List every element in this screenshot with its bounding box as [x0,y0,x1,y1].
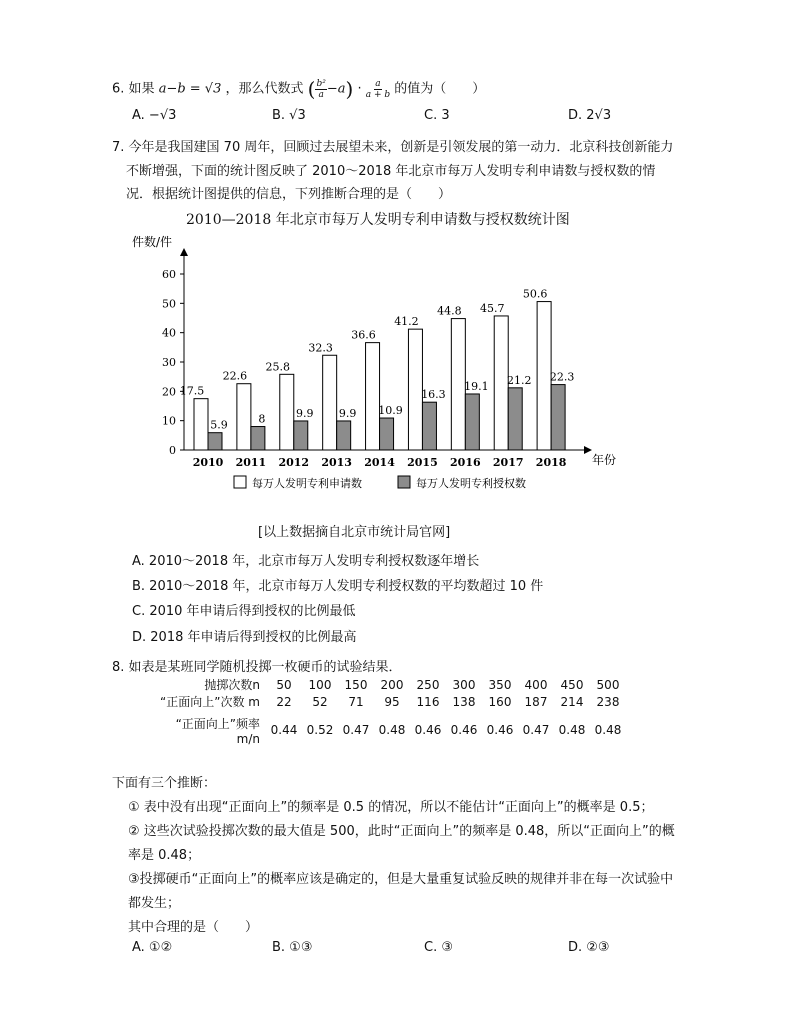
q8-item-2-cont: 率是 0.48； [128,848,201,863]
q8-stem: 下面有三个推断： [112,776,217,791]
y-tick-label: 10 [162,414,176,428]
legend-label: 每万人发明专利申请数 [252,477,362,490]
bar-value-label: 22.6 [222,369,248,383]
q8-intro: 8. 如表是某班同学随机投掷一枚硬币的试验结果． [112,660,402,675]
table-cell: 100 [308,677,332,692]
q7-line-1: 7. 今年是我国建国 70 周年，回顾过去展望未来，创新是引领发展的第一动力．北京科技创新能力 [112,140,674,155]
bar-application [323,355,337,450]
table-cell: 71 [348,694,364,709]
q8-item-2: ② 这些次试验投掷次数的最大值是 500，此时“正面向上”的频率是 0.48，所以“正面向上”的概 [128,824,675,839]
bar-authorization [422,402,436,450]
bar-value-label: 17.5 [179,384,205,398]
q6-minus-a: −a [326,81,346,97]
q6-suffix: 的值为（ ） [394,81,486,97]
q8-option-c[interactable]: C. ③ [424,940,453,955]
q8-option-d[interactable]: D. ②③ [568,940,610,955]
table-cell: 0.46 [486,723,514,737]
y-tick-label: 60 [162,268,176,281]
bar-authorization [208,433,222,450]
q6-option-c[interactable]: C. 3 [424,108,450,123]
table-cell: 0.46 [450,723,478,737]
bar-value-label: 45.7 [479,301,505,315]
table-cell: 400 [524,677,548,692]
x-tick-label: 2010 [192,456,224,469]
coin-toss-table [160,676,626,750]
row-label-n: 抛掷次数n [204,678,260,692]
table-row [160,676,626,693]
q6-option-a[interactable]: A. −√3 [132,108,177,123]
table-cell: 450 [560,677,584,692]
q6-middle: ，那么代数式 [225,81,304,97]
table-cell: 0.46 [414,723,442,737]
q8-item-3-cont: 都发生； [128,896,181,911]
table-cell: 150 [344,677,368,692]
q7-line-2: 不断增强，下面的统计图反映了 2010～2018 年北京市每万人发明专利申请数与授权数的情 [126,164,656,179]
bar-value-label: 8 [258,412,266,426]
table-cell: 0.47 [342,723,370,737]
table-cell: 50 [276,677,292,692]
bar-value-label: 9.9 [296,406,314,420]
legend-label: 每万人发明专利授权数 [416,477,526,490]
x-tick-label: 2011 [235,456,267,469]
chart-title: 2010—2018 年北京市每万人发明专利申请数与授权数统计图 [186,212,570,228]
bar-authorization [251,427,265,450]
q7-option-c[interactable]: C. 2010 年申请后得到授权的比例最低 [132,604,356,619]
table-cell: 0.48 [594,723,622,737]
bar-value-label: 19.1 [464,379,489,393]
table-cell: 238 [596,694,620,709]
x-axis-label: 年份 [592,453,617,467]
q6-prefix: 6. 如果 [112,81,155,97]
table-cell: 0.47 [522,723,550,737]
q6-fraction-2: $\frac{a}{a + b}$ [365,78,391,100]
bar-value-label: 9.9 [338,406,357,420]
table-row [160,693,626,710]
table-cell: 0.48 [378,723,406,737]
q8-item-3: ③投掷硬币“正面向上”的概率应该是确定的，但是大量重复试验反映的规律并非在每一次试验中 [128,872,674,887]
bar-value-label: 36.6 [351,328,376,342]
q6-dot: · [357,81,362,97]
bar-authorization [551,385,565,450]
bar-application [366,343,380,450]
table-cell: 52 [312,694,328,709]
bar-application [237,384,251,450]
q7-option-d[interactable]: D. 2018 年申请后得到授权的比例最高 [132,630,357,645]
table-cell: 214 [560,694,584,709]
q7-source-note: [以上数据摘自北京市统计局官网] [258,525,451,540]
table-cell: 200 [380,677,404,692]
x-axis-arrow [584,446,592,454]
y-axis-label: 件数/件 [132,235,173,249]
table-cell: 500 [596,677,620,692]
legend-swatch [398,476,410,488]
q8-question: 其中合理的是（ ） [128,920,259,935]
bar-value-label: 21.2 [506,373,532,387]
q6-option-d[interactable]: D. 2√3 [568,108,612,123]
row-label-m: “正面向上”次数 m [160,695,260,709]
q7-option-a[interactable]: A. 2010～2018 年，北京市每万人发明专利授权数逐年增长 [132,554,480,569]
table-cell: 350 [488,677,512,692]
q8-option-b[interactable]: B. ①③ [272,940,313,955]
patent-bar-chart [0,230,794,530]
table-cell: 187 [524,694,548,709]
bar-authorization [337,421,351,450]
table-cell: 95 [384,694,400,709]
x-tick-label: 2012 [278,456,310,469]
bar-application [194,399,208,450]
q6-paren-close: ) [345,77,354,101]
table-cell: 22 [276,694,292,709]
table-cell: 0.52 [306,723,334,737]
y-tick-label: 20 [162,385,176,399]
table-cell: 0.44 [270,723,298,737]
x-tick-label: 2018 [535,456,567,469]
bar-value-label: 25.8 [265,360,291,374]
bar-authorization [465,394,479,450]
bar-value-label: 50.6 [522,287,548,301]
bar-value-label: 32.3 [308,341,333,355]
q6-fraction-1: $\frac{\text{b²}}{a}$ [316,78,326,100]
row-label-freq: “正面向上”频率 m/n [175,716,260,746]
q6-stem [112,78,485,100]
y-tick-label: 50 [162,297,176,311]
y-tick-label: 0 [169,444,176,457]
table-cell: 250 [416,677,440,692]
y-tick-label: 40 [162,326,176,340]
y-axis-arrow [180,248,188,256]
x-tick-label: 2016 [450,456,481,469]
q6-option-b[interactable]: B. √3 [272,108,306,123]
table-cell: 160 [488,694,512,709]
bar-value-label: 41.2 [394,315,419,329]
q6-paren-open: ( [307,77,316,101]
x-tick-label: 2014 [364,456,395,469]
table-cell: 0.48 [558,723,586,737]
y-tick-label: 30 [162,356,176,369]
x-tick-label: 2015 [407,456,438,469]
x-tick-label: 2013 [321,456,352,469]
q8-item-1: ① 表中没有出现“正面向上”的频率是 0.5 的情况，所以不能估计“正面向上”的概率是 0.5； [128,800,654,815]
bar-value-label: 16.3 [421,388,446,402]
bar-value-label: 22.3 [549,370,575,384]
bar-value-label: 10.9 [378,404,403,418]
bar-authorization [294,421,308,450]
q7-option-b[interactable]: B. 2010～2018 年，北京市每万人发明专利授权数的平均数超过 10 件 [132,579,544,594]
bar-authorization [508,388,522,450]
q6-condition: a−b = √3 [158,81,222,97]
legend-swatch [234,476,246,488]
bar-application [280,374,294,450]
table-cell: 116 [416,694,440,709]
table-cell: 138 [452,694,476,709]
bar-value-label: 5.9 [210,418,228,432]
x-tick-label: 2017 [492,456,524,469]
table-row [160,710,626,750]
q7-line-3: 况．根据统计图提供的信息，下列推断合理的是（ ） [126,187,452,202]
bar-value-label: 44.8 [437,304,462,318]
bar-authorization [380,418,394,450]
q8-option-a[interactable]: A. ①② [132,940,173,955]
table-cell: 300 [452,677,476,692]
